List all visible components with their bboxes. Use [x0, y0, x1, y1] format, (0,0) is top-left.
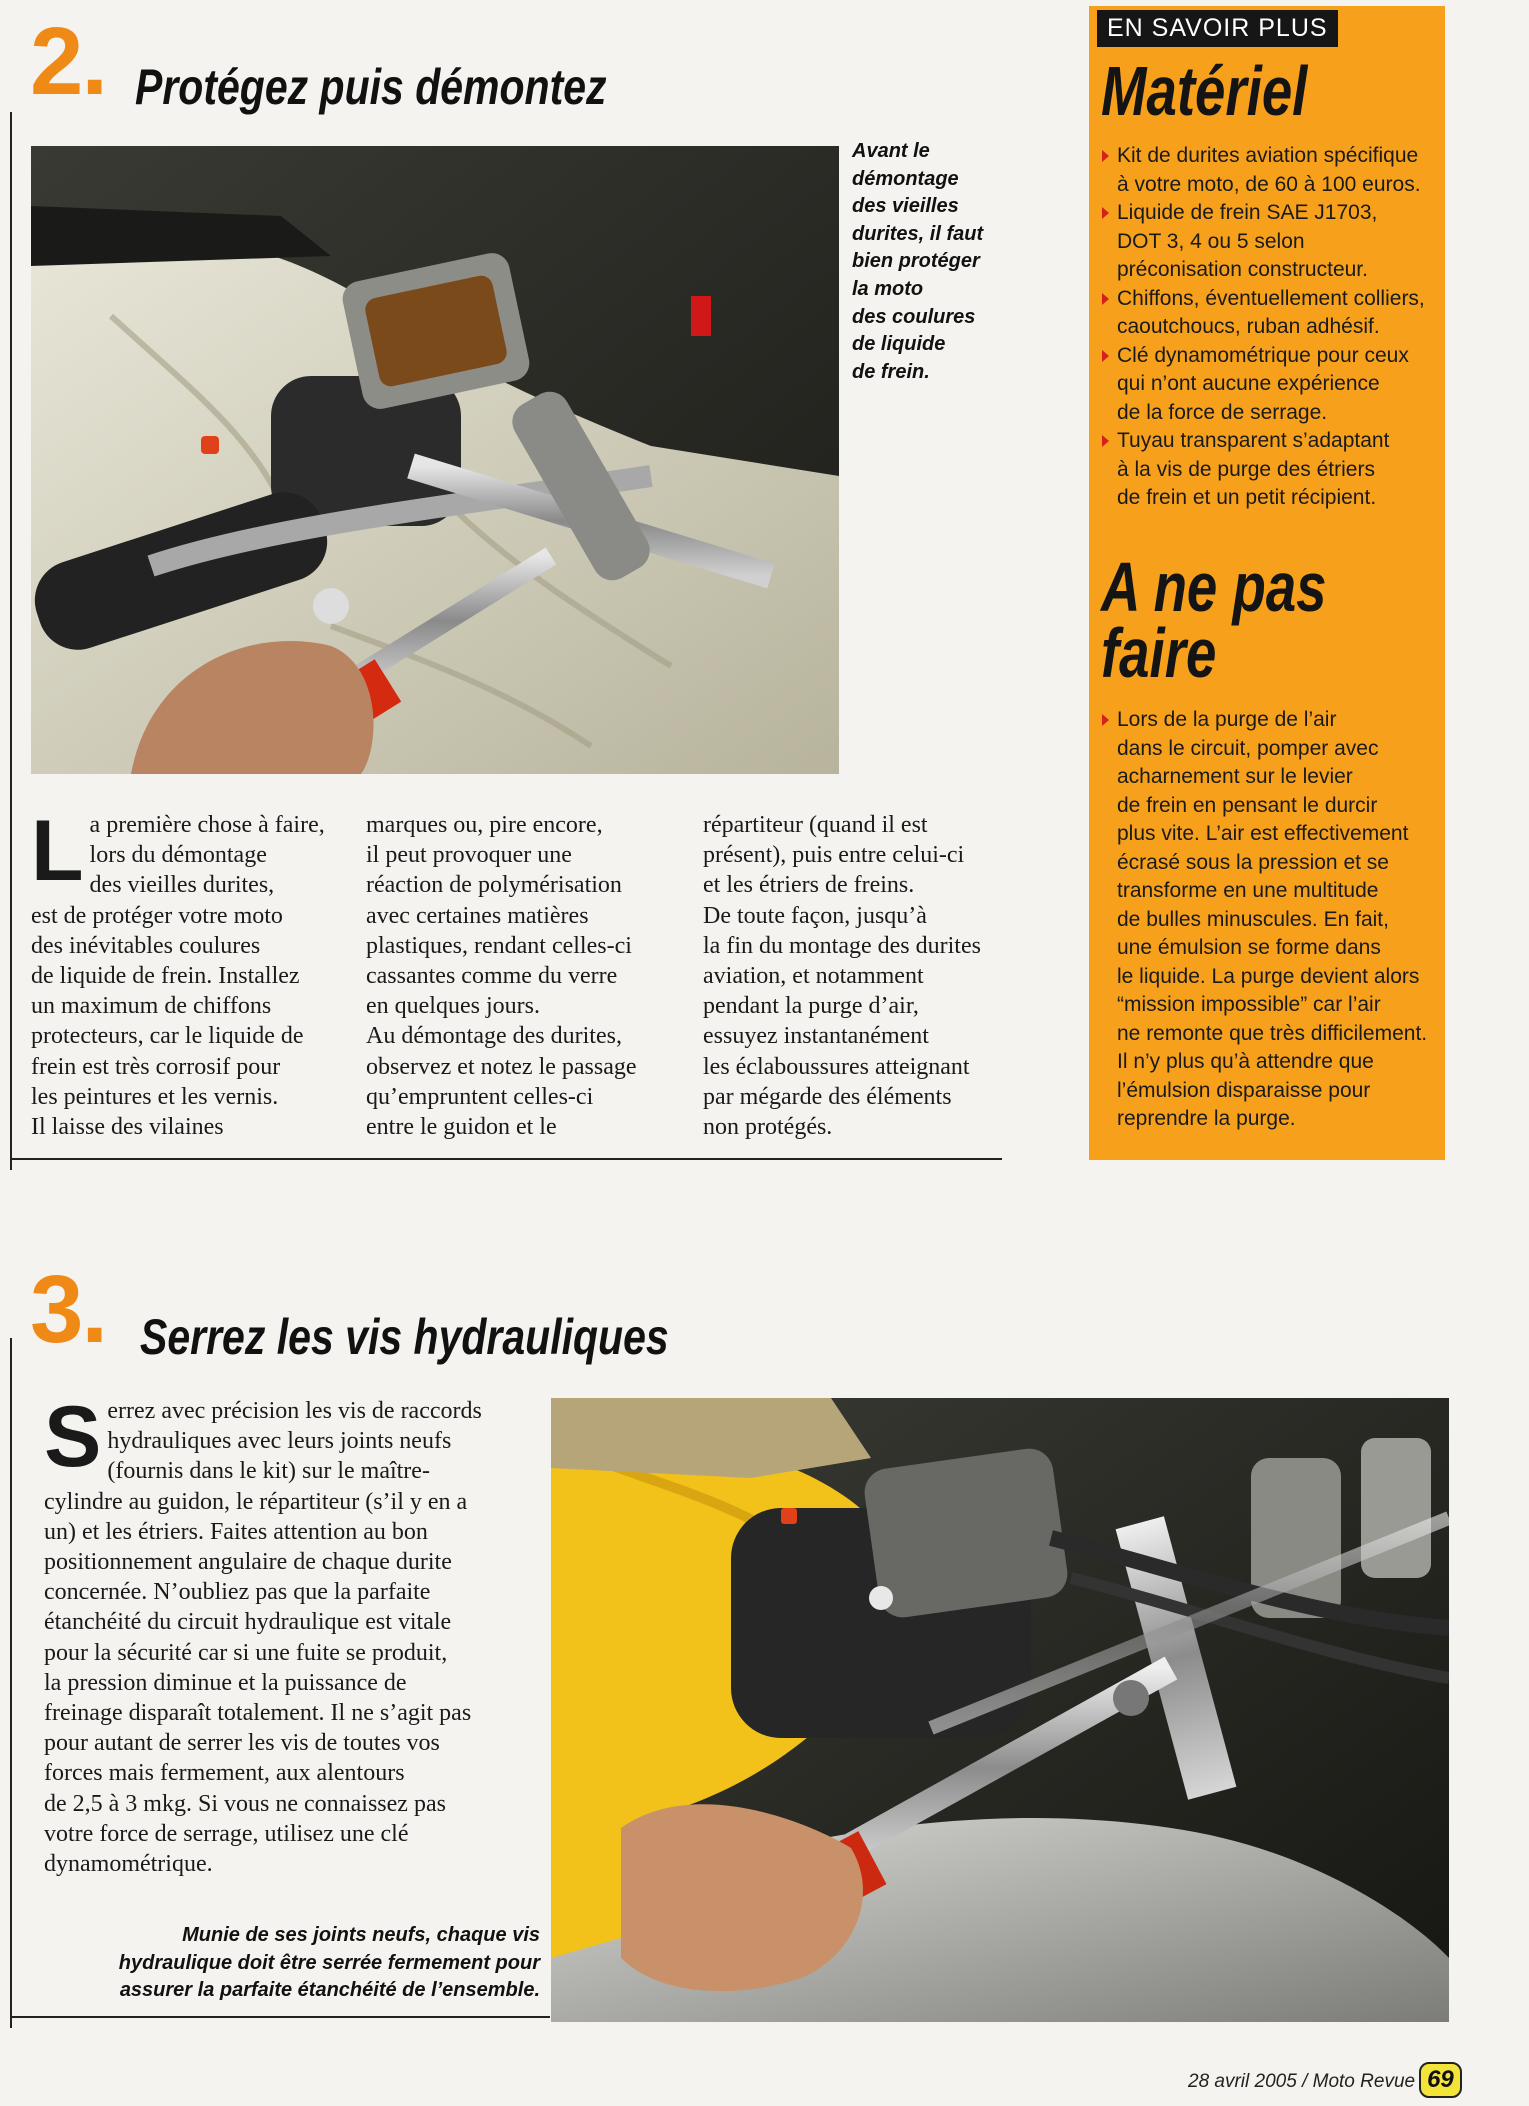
section-3-bottom-rule	[10, 2016, 550, 2018]
ne-pas-faire-title: A ne pas faire	[1101, 548, 1327, 692]
section-2-column-3: répartiteur (quand il est présent), puis entre celui-ci et les étriers de freins. De toute façon, jusqu’à la fin du montage des durites aviation, et notamment pendant la purge d’air, essuyez instantanément les éclaboussures atteignant par mégarde des éléments non protégés.	[703, 812, 981, 1141]
photo-2-caption: Munie de ses joints neufs, chaque vis hydraulique doit être serrée fermement pour assurer la parfaite étanchéité de l’ensemble.	[118, 1924, 540, 2002]
list-item: Lors de la purge de l’air dans le circuit, pomper avec acharnement sur le levier de frein en pensant le durcir plus vite. L’air est effectivement écrasé sous la pression et se transforme en une multitude de bulles minuscules. En fait, une émulsion se forme dans le liquide. La purge devient alors “mission impossible” car l’air ne remonte que très difficilement. Il n’y plus qu’à attendre que l’émulsion disparaisse pour reprendre la purge.	[1099, 706, 1427, 1134]
list-item: Chiffons, éventuellement colliers, caoutchoucs, ruban adhésif.	[1099, 285, 1425, 342]
step-3-title: Serrez les vis hydrauliques	[140, 1309, 669, 1365]
section-2-column-1: L a première chose à faire, lors du démontage des vieilles durites, est de protéger votre moto des inévitables coulures de liquide de frein. Installez un maximum de chiffons protecteurs, car le liquide de frein est très corrosif pour les peintures et les vernis. Il laisse des vilaines	[31, 803, 325, 1141]
section-3-body: S errez avec précision les vis de raccords hydrauliques avec leurs joints neufs (fournis dans le kit) sur le maître- cylindre au guidon, le répartiteur (s’il y en a un) et les étriers. Faites attention au bon positionnement angulaire de chaque durite concernée. N’oubliez pas que la parfaite étanchéité du circuit hydraulique est vitale pour la sécurité car si une fuite se produit, la pression diminue et la puissance de freinage disparaît totalement. Il ne s’agit pas pour autant de serrer les vis de toutes vos forces mais fermement, aux alentours de 2,5 à 3 mkg. Si vous ne connaissez pas votre force de serrage, utilisez une clé dynamométrique.	[44, 1389, 482, 1878]
section-2-bottom-rule	[10, 1158, 1002, 1160]
list-item: Liquide de frein SAE J1703, DOT 3, 4 ou 5 selon préconisation constructeur.	[1099, 199, 1425, 285]
drop-cap: S	[44, 1389, 102, 1485]
step-2-number: 2.	[30, 8, 107, 115]
left-rule-3	[10, 1338, 12, 2028]
en-savoir-plus-sidebar	[1089, 6, 1445, 1160]
list-item: Clé dynamométrique pour ceux qui n’ont aucune expérience de la force de serrage.	[1099, 342, 1425, 428]
materiel-title: Matériel	[1101, 52, 1308, 130]
list-item: Tuyau transparent s’adaptant à la vis de purge des étriers de frein et un petit récipient.	[1099, 427, 1425, 513]
step-3-number: 3.	[30, 1256, 107, 1363]
photo-1-caption: Avant le démontage des vieilles durites, il faut bien protéger la moto des coulures de liquide de frein.	[852, 140, 984, 383]
sidebar-tag: EN SAVOIR PLUS	[1097, 10, 1338, 47]
left-rule	[10, 112, 12, 1170]
section-2-column-2: marques ou, pire encore, il peut provoquer une réaction de polymérisation avec certaines matières plastiques, rendant celles-ci cassantes comme du verre en quelques jours. Au démontage des durites, observez et notez le passage qu’empruntent celles-ci entre le guidon et le	[366, 812, 637, 1141]
list-item: Kit de durites aviation spécifique à votre moto, de 60 à 100 euros.	[1099, 142, 1425, 199]
page-footer	[1188, 2062, 1462, 2098]
step-2-title: Protégez puis démontez	[135, 59, 607, 115]
issue-info: 28 avril 2005 / Moto Revue	[1188, 2071, 1416, 2092]
brake-lever-photo	[31, 146, 839, 774]
materiel-list	[1099, 142, 1425, 513]
page-number: 69	[1419, 2062, 1462, 2098]
drop-cap: L	[31, 803, 84, 899]
ne-pas-faire-list	[1099, 706, 1427, 1134]
hydraulic-screw-photo	[551, 1398, 1449, 2022]
